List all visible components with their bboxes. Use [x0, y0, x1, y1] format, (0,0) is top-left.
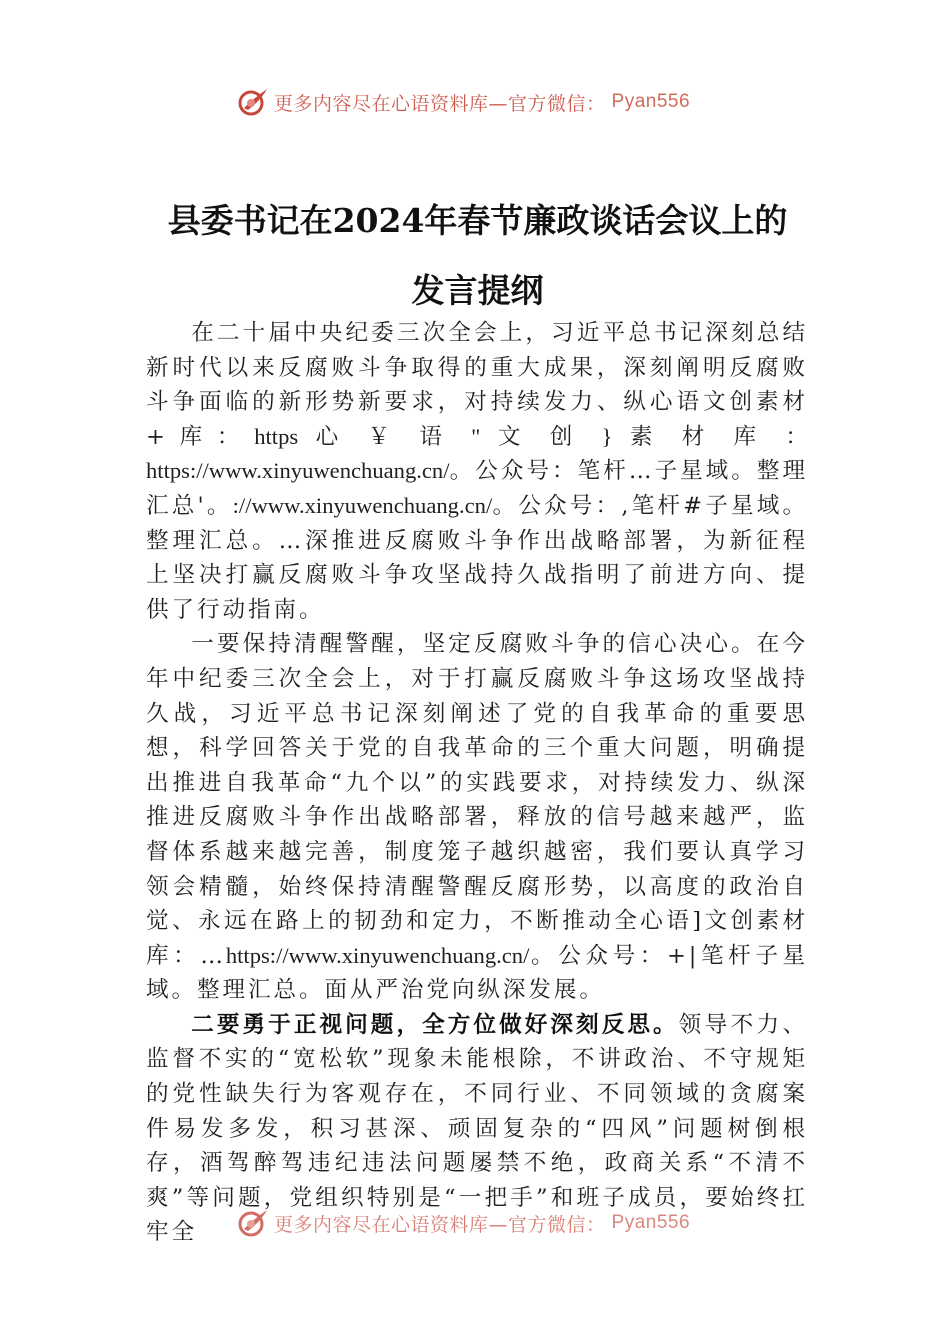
quill-logo-icon	[236, 86, 270, 118]
paragraph-2	[146, 627, 808, 1008]
title-line-1: 县委书记在2024年春节廉政谈话会议上的	[167, 201, 788, 240]
watermark-account: Pyan556	[611, 1212, 691, 1233]
paragraph-1-text-b: 。公众号：笔杆…子星域。整理汇总'。	[146, 458, 808, 519]
watermark-text: 更多内容尽在心语资料库—官方微信：	[274, 92, 606, 115]
document-title	[145, 186, 810, 326]
paragraph-2-text-a: 一要保持清醒警醒，坚定反腐败斗争的信心决心。在今年中纪委三次全会上，对于打赢反腐败斗争这场攻坚战持久战，习近平总书记深刻阐述了党的自我革命的重要思想，科学回答关于党的自我革命的三个重大问题，明确提出推进自我革命“九个以”的实践要求，对持续发力、纵深推进反腐败斗争作出战略部署，释放的信号越来越严，监督体系越来越完善，制度笼子越织越密，我们要认真学习领会精髓，始终保持清醒警醒反腐形势，以高度的政治自觉、永远在路上的韧劲和定力，不断推动全心语]文创素材库：…	[146, 631, 808, 969]
watermark-footer	[236, 1207, 690, 1239]
watermark-text: 更多内容尽在心语资料库—官方微信：	[274, 1213, 606, 1236]
paragraph-1-link-a: https 心 ￥ 语 " 文 创 } 素 材 库 ： https://www.xinyuwenchuang.cn/	[146, 423, 808, 484]
paragraph-1	[146, 316, 808, 627]
paragraph-2-link: https://www.xinyuwenchuang.cn/	[225, 942, 530, 968]
watermark-header	[236, 86, 690, 118]
quill-logo-icon	[236, 1207, 270, 1239]
paragraph-2-text-b: 。公众号：+|笔杆子星域。整理汇总。面从严治党向纵深发展。	[146, 942, 808, 1004]
paragraph-3-text: 领导不力、监督不实的“宽松软”现象未能根除，不讲政治、不守规矩的党性缺失行为客观存在，不同行业、不同领域的贪腐案件易发多发，积习甚深、顽固复杂的“四风”问题树倒根存，酒驾醉驾违纪违法问题屡禁不绝，政商关系“不清不爽”等问题，党组织特别是“一把手”和班子成员，要始终扛牢全	[146, 1011, 808, 1246]
paragraph-1-text-c: 。公众号：,笔杆#子星域。整理汇总。…深推进反腐败斗争作出战略部署，为新征程上坚决打赢反腐败斗争攻坚战持久战指明了前进方向、提供了行动指南。	[146, 492, 808, 623]
paragraph-1-link-b: ://www.xinyuwenchuang.cn/	[232, 492, 493, 518]
title-line-2: 发言提纲	[411, 271, 544, 310]
watermark-account: Pyan556	[611, 91, 691, 112]
paragraph-3-heading: 二要勇于正视问题，全方位做好深刻反思。	[191, 1011, 679, 1038]
paragraph-1-text-a: 在二十届中央纪委三次全会上，习近平总书记深刻总结新时代以来反腐败斗争取得的重大成果，深刻阐明反腐败斗争面临的新形势新要求，对持续发力、纵心语文创素材+库：	[146, 320, 808, 450]
document-body	[146, 316, 808, 1250]
